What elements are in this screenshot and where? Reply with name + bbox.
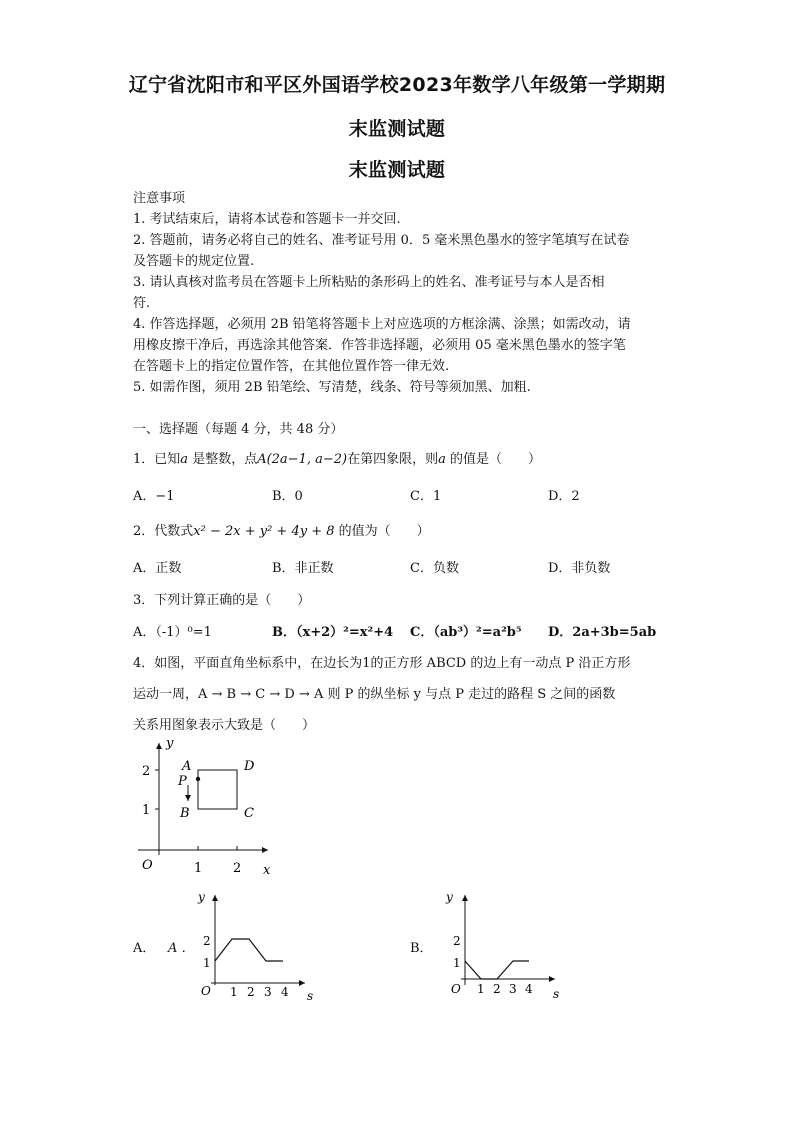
q2-option-d[interactable]: D．非负数 — [548, 561, 611, 576]
notes-heading: 注意事项 — [133, 191, 186, 206]
graph-a-tick-x2: 2 — [247, 985, 255, 999]
figure-label-p: P — [178, 774, 187, 789]
q1-suffix: 的值是（ ） — [450, 452, 542, 467]
q2-prefix: 2．代数式 — [133, 524, 194, 539]
graph-a-tick-x1: 1 — [230, 985, 238, 999]
figure-tick-y2: 2 — [142, 764, 151, 779]
graph-a-label-y: y — [198, 890, 205, 904]
notes-item: 在答题卡上的指定位置作答，在其他位置作答一律无效. — [133, 359, 450, 374]
question-1 — [133, 448, 541, 467]
q1-var2: a — [438, 452, 446, 467]
notes-item: 符. — [133, 296, 151, 311]
q3-option-c[interactable]: C．（ab³）²=a²b⁵ — [410, 625, 522, 640]
square-figure — [128, 735, 288, 880]
q1-option-b[interactable]: B．0 — [272, 489, 303, 504]
question-4-line2: 运动一周，A → B → C → D → A 则 P 的纵坐标 y 与点 P 走过的路程 S 之间的函数 — [133, 687, 616, 702]
graph-a-tick-y1: 1 — [203, 956, 211, 970]
figure-label-b: B — [180, 806, 190, 821]
q2-expr: x² − 2x + y² + 4y + 8 — [193, 524, 335, 539]
q1-prefix: 1．已知 — [133, 452, 181, 467]
graph-a-tick-y2: 2 — [203, 934, 211, 948]
notes-item: 5. 如需作图，须用 2B 铅笔绘、写清楚，线条、符号等须加黑、加粗. — [133, 380, 531, 395]
question-2 — [133, 520, 430, 539]
graph-b[interactable] — [443, 885, 573, 1003]
page-subtitle: 末监测试题 — [348, 159, 446, 181]
graph-a-tick-x4: 4 — [281, 985, 289, 999]
q3-option-a[interactable]: A．（-1）⁰=1 — [133, 625, 212, 640]
section-heading: 一、选择题（每题 4 分，共 48 分） — [133, 422, 344, 437]
q1-mid1: 是整数，点 — [192, 452, 258, 467]
notes-item: 4. 作答选择题，必须用 2B 铅笔将答题卡上对应选项的方框涂满、涂黑；如需改动，请 — [133, 317, 631, 332]
page-title-line2: 末监测试题 — [348, 118, 446, 140]
q2-option-c[interactable]: C．负数 — [410, 561, 459, 576]
graph-a-line — [215, 939, 283, 961]
q1-option-d[interactable]: D．2 — [548, 489, 580, 504]
figure-label-c: C — [244, 806, 254, 821]
figure-tick-x2: 2 — [233, 861, 242, 876]
q2-option-b[interactable]: B．非正数 — [272, 561, 334, 576]
figure-label-a: A — [182, 759, 192, 774]
graph-b-tick-x4: 4 — [525, 982, 533, 996]
graph-b-tick-y2: 2 — [453, 934, 461, 948]
q1-option-a[interactable]: A．−1 — [133, 489, 175, 504]
q3-option-b[interactable]: B．（x+2）²=x²+4 — [272, 625, 394, 640]
figure-tick-x1: 1 — [194, 861, 203, 876]
figure-label-d: D — [244, 759, 255, 774]
page-title: 辽宁省沈阳市和平区外国语学校2023年数学八年级第一学期期 — [128, 74, 666, 96]
graph-b-label-origin: O — [451, 982, 461, 996]
question-4-line3: 关系用图象表示大致是（ ） — [133, 718, 316, 733]
notes-item: 1. 考试结束后，请将本试卷和答题卡一并交回. — [133, 212, 401, 227]
question-4-line1: 4．如图，平面直角坐标系中，在边长为1的正方形 ABCD 的边上有一动点 P 沿正方形 — [133, 656, 631, 671]
q1-point: A(2a−1, a−2) — [257, 452, 348, 467]
graph-b-tick-x2: 2 — [493, 982, 501, 996]
graph-a-tick-x3: 3 — [264, 985, 272, 999]
q1-option-c[interactable]: C．1 — [410, 489, 442, 504]
question-3: 3．下列计算正确的是（ ） — [133, 593, 311, 608]
notes-item: 3. 请认真核对监考员在答题卡上所粘贴的条形码上的姓名、准考证号与本人是否相 — [133, 275, 605, 290]
q3-option-d[interactable]: D．2a+3b=5ab — [548, 625, 657, 640]
graph-b-tick-x1: 1 — [477, 982, 485, 996]
graph-b-line — [465, 961, 529, 979]
notes-item: 2. 答题前，请务必将自己的姓名、准考证号用 0．5 毫米黑色墨水的签字笔填写在试卷 — [133, 233, 630, 248]
figure-tick-y1: 1 — [142, 803, 151, 818]
figure-label-y: y — [166, 736, 174, 751]
graph-a[interactable] — [193, 885, 323, 1003]
q4-option-a-extra: A ． — [168, 941, 195, 956]
graph-a-label-origin: O — [201, 984, 211, 998]
figure-label-x: x — [263, 863, 271, 878]
graph-b-label-s: s — [553, 987, 560, 1001]
square-abcd — [198, 770, 237, 809]
q2-suffix: 的值为（ ） — [338, 524, 430, 539]
graph-b-label-y: y — [446, 890, 453, 904]
q1-var: a — [180, 452, 189, 467]
graph-b-tick-y1: 1 — [453, 956, 461, 970]
point-p-dot — [196, 777, 200, 781]
graph-b-tick-x3: 3 — [509, 982, 517, 996]
q4-option-a-label[interactable]: A． — [133, 941, 156, 956]
figure-label-origin: O — [142, 858, 153, 873]
notes-item: 及答题卡的规定位置. — [133, 254, 255, 269]
graph-a-label-s: s — [307, 989, 314, 1003]
q2-option-a[interactable]: A．正数 — [133, 561, 182, 576]
notes-item: 用橡皮擦干净后，再选涂其他答案．作答非选择题，必须用 05 毫米黑色墨水的签字笔 — [133, 338, 626, 353]
q1-mid2: 在第四象限，则 — [347, 452, 439, 467]
q4-option-b-label[interactable]: B． — [410, 941, 433, 956]
